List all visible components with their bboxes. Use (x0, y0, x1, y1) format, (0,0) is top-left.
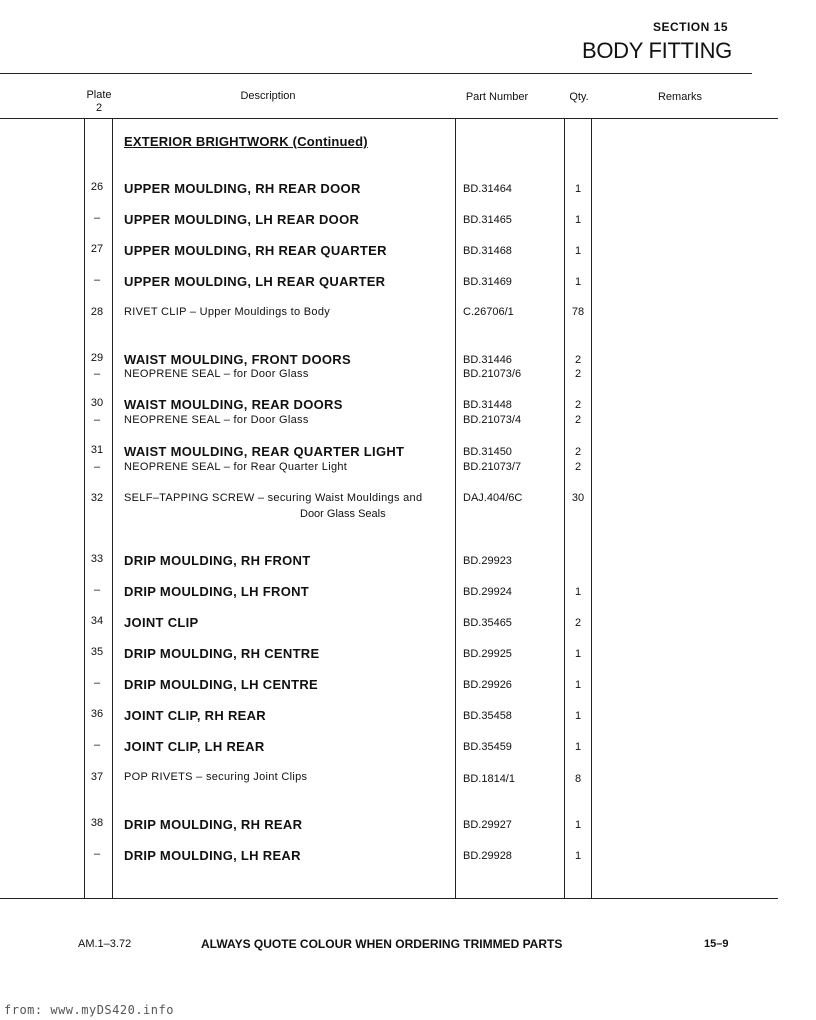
part-number: BD.29923 (463, 555, 512, 567)
part-number: BD.29927 (463, 819, 512, 831)
plate-number: 36 (90, 708, 104, 720)
header-rule (0, 73, 752, 74)
part-description: SELF–TAPPING SCREW – securing Waist Mouldings and (124, 492, 423, 504)
part-description: UPPER MOULDING, RH REAR DOOR (124, 181, 361, 196)
table-row (0, 677, 816, 691)
part-description: JOINT CLIP (124, 615, 199, 630)
part-description: UPPER MOULDING, LH REAR QUARTER (124, 274, 386, 289)
page-number: 15–9 (704, 938, 729, 950)
plate-number: 37 (90, 771, 104, 783)
quantity: 1 (574, 214, 582, 226)
part-description: RIVET CLIP – Upper Mouldings to Body (124, 306, 331, 318)
table-row (0, 414, 816, 428)
part-description: DRIP MOULDING, RH FRONT (124, 553, 311, 568)
plate-number: – (93, 368, 101, 380)
table-row (0, 444, 816, 458)
table-row (0, 615, 816, 629)
section-label: SECTION 15 (652, 20, 728, 34)
quantity: 1 (574, 245, 582, 257)
plate-number: 33 (90, 553, 104, 565)
plate-number: 34 (90, 615, 104, 627)
quantity: 78 (571, 306, 585, 318)
part-description: DRIP MOULDING, RH REAR (124, 817, 303, 832)
column-header-rule (0, 118, 778, 119)
quantity: 1 (574, 710, 582, 722)
part-number: BD.21073/4 (463, 414, 522, 426)
table-row (0, 708, 816, 722)
part-description: UPPER MOULDING, LH REAR DOOR (124, 212, 360, 227)
plate-number: 27 (90, 243, 104, 255)
quantity: 2 (574, 414, 582, 426)
quantity: 1 (574, 741, 582, 753)
part-description: WAIST MOULDING, FRONT DOORS (124, 352, 351, 367)
plate-number: 31 (90, 444, 104, 456)
part-description: POP RIVETS – securing Joint Clips (124, 771, 308, 783)
plate-number: – (93, 274, 101, 286)
part-number: BD.31450 (463, 446, 512, 458)
part-description: JOINT CLIP, LH REAR (124, 739, 265, 754)
part-number: BD.29925 (463, 648, 512, 660)
part-description: DRIP MOULDING, LH CENTRE (124, 677, 319, 692)
part-number: BD.35458 (463, 710, 512, 722)
quantity: 2 (574, 461, 582, 473)
quantity: 1 (574, 183, 582, 195)
quantity: 2 (574, 368, 582, 380)
column-header-part-number: Part Number (465, 91, 529, 103)
colour-notice: ALWAYS QUOTE COLOUR WHEN ORDERING TRIMMED PARTS (201, 937, 563, 951)
table-row (0, 848, 816, 862)
plate-number: – (93, 739, 101, 751)
plate-number: – (93, 848, 101, 860)
plate-number: – (93, 677, 101, 689)
quantity: 1 (574, 819, 582, 831)
plate-number: 35 (90, 646, 104, 658)
table-row (0, 352, 816, 366)
part-number: BD.31469 (463, 276, 512, 288)
plate-number: – (93, 461, 101, 473)
part-number: BD.35465 (463, 617, 512, 629)
column-header-description: Description (240, 90, 296, 102)
part-description: UPPER MOULDING, RH REAR QUARTER (124, 243, 387, 258)
part-description: WAIST MOULDING, REAR QUARTER LIGHT (124, 444, 405, 459)
part-number: DAJ.404/6C (463, 492, 523, 504)
plate-number: 28 (90, 306, 104, 318)
part-number: BD.21073/6 (463, 368, 522, 380)
table-row (0, 461, 816, 475)
quantity: 2 (574, 617, 582, 629)
plate-number: 29 (90, 352, 104, 364)
column-header-remarks: Remarks (657, 91, 702, 103)
quantity: 2 (574, 354, 582, 366)
part-description: DRIP MOULDING, LH REAR (124, 848, 301, 863)
part-description: WAIST MOULDING, REAR DOORS (124, 397, 343, 412)
table-bottom-rule (0, 898, 778, 899)
table-row (0, 181, 816, 195)
plate-number: – (93, 212, 101, 224)
part-number: BD.21073/7 (463, 461, 522, 473)
part-number: BD.31465 (463, 214, 512, 226)
quantity: 1 (574, 586, 582, 598)
quantity: 2 (574, 399, 582, 411)
table-row (0, 274, 816, 288)
section-title: BODY FITTING (581, 38, 732, 63)
part-number: BD.31468 (463, 245, 512, 257)
part-description: JOINT CLIP, RH REAR (124, 708, 266, 723)
table-row (0, 646, 816, 660)
table-row (0, 306, 816, 320)
table-row (0, 212, 816, 226)
table-row (0, 243, 816, 257)
part-number: BD.31448 (463, 399, 512, 411)
column-header-qty: Qty. (569, 91, 589, 103)
table-row (0, 492, 816, 506)
part-number: BD.29924 (463, 586, 512, 598)
plate-number: 26 (90, 181, 104, 193)
plate-number: 32 (90, 492, 104, 504)
plate-number: – (93, 584, 101, 596)
plate-number: – (93, 414, 101, 426)
column-header-plate: Plate (86, 89, 112, 101)
part-number: BD.31446 (463, 354, 512, 366)
column-header-plate-sub: 2 (95, 102, 103, 114)
quantity: 1 (574, 276, 582, 288)
table-row (0, 368, 816, 382)
source-watermark: from: www.myDS420.info (4, 1003, 174, 1017)
description-continuation: Door Glass Seals (300, 508, 386, 520)
quantity: 2 (574, 446, 582, 458)
plate-number: 30 (90, 397, 104, 409)
table-row (0, 739, 816, 753)
part-number: C.26706/1 (463, 306, 514, 318)
table-row (0, 584, 816, 598)
table-row (0, 553, 816, 567)
quantity: 30 (571, 492, 585, 504)
part-description: NEOPRENE SEAL – for Door Glass (124, 368, 309, 380)
part-number: BD.1814/1 (463, 773, 515, 785)
table-row (0, 397, 816, 411)
document-reference: AM.1–3.72 (78, 938, 132, 950)
part-description: DRIP MOULDING, LH FRONT (124, 584, 310, 599)
part-description: DRIP MOULDING, RH CENTRE (124, 646, 320, 661)
part-number: BD.29926 (463, 679, 512, 691)
group-heading: EXTERIOR BRIGHTWORK (Continued) (124, 134, 368, 149)
plate-number: 38 (90, 817, 104, 829)
quantity: 1 (574, 648, 582, 660)
table-row (0, 817, 816, 831)
part-number: BD.35459 (463, 741, 512, 753)
part-description: NEOPRENE SEAL – for Door Glass (124, 414, 309, 426)
part-number: BD.29928 (463, 850, 512, 862)
quantity: 1 (574, 679, 582, 691)
part-number: BD.31464 (463, 183, 512, 195)
table-row (0, 771, 816, 785)
quantity: 1 (574, 850, 582, 862)
part-description: NEOPRENE SEAL – for Rear Quarter Light (124, 461, 348, 473)
quantity: 8 (574, 773, 582, 785)
